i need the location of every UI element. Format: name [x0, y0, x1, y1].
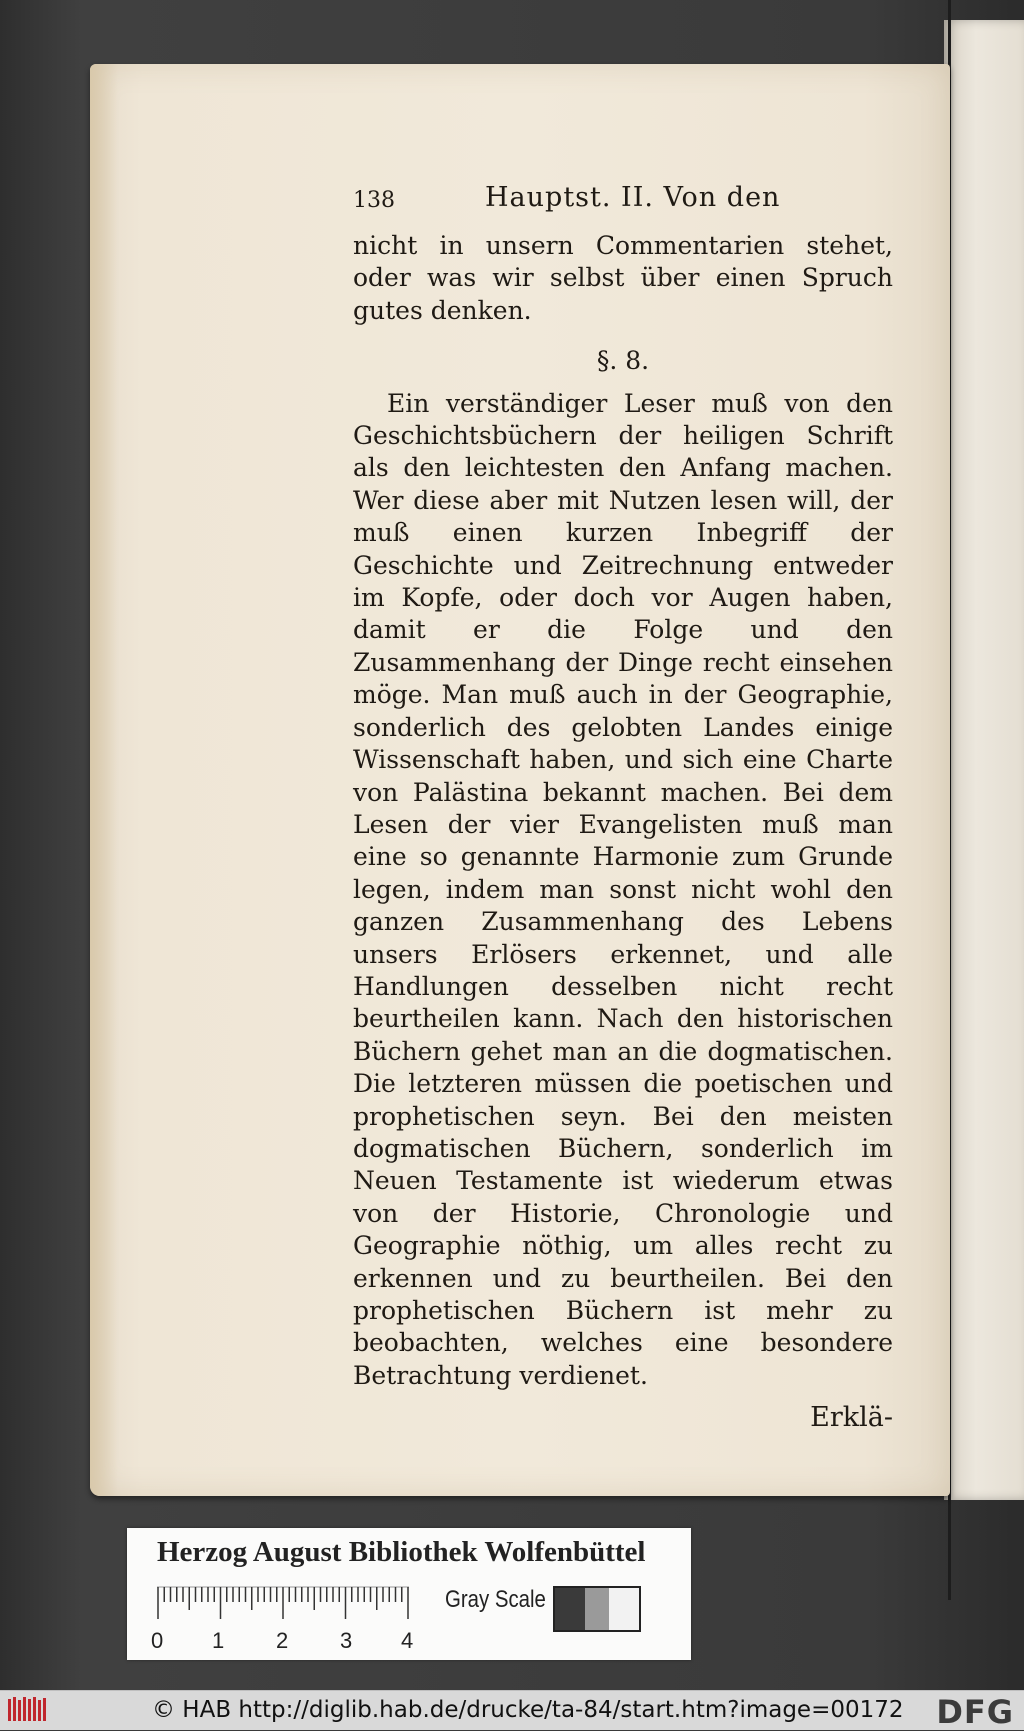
- page-number: 138: [353, 188, 395, 213]
- book-page: [90, 64, 950, 1496]
- section-paragraph: Ein verständiger Leser muß von den Geschichtsbüchern der heiligen Schrift als den leichtesten den Anfang machen. Wer diese aber mit Nutzen lesen will, der muß einen kurzen Inbegriff der Geschichte und Zeitrechnung entweder im Kopfe, oder doch vor Augen haben, damit er die Folge und den Zusammenhang der Dinge recht einsehen möge. Man muß auch in der Geographie, sonderlich des gelobten Landes einige Wissenschaft haben, und sich eine Charte von Palästina bekannt machen. Bei dem Lesen der vier Evangelisten muß man eine so genannte Harmonie zum Grunde legen, indem man sonst nicht wohl den ganzen Zusammenhang des Lebens unsers Erlösers erkennet, und alle Handlungen desselben nicht recht beurtheilen kann. Nach den historischen Büchern gehet man an die dogmatischen. Die letzteren müssen die poetischen und prophetischen seyn. Bei den meisten dogmatischen Büchern, sonderlich im Neuen Testamente ist wiederum etwas von der Historie, Chronologie und Geographie nöthig, um alles recht zu erkennen und zu beurtheilen. Bei den prophetischen Büchern ist mehr zu beobachten, welches eine besondere Betrachtung verdienet.: [353, 388, 893, 1390]
- copyright-url: © HAB http://diglib.hab.de/drucke/ta-84/start.htm?image=00172: [152, 1697, 904, 1723]
- section-heading: §. 8.: [596, 346, 650, 376]
- catchword: Erklä-: [810, 1402, 893, 1434]
- gray-scale-swatch: [553, 1586, 641, 1632]
- ruler-number: 3: [340, 1628, 353, 1653]
- continuation-paragraph: nicht in unsern Commentarien stehet, oder was wir selbst über einen Spruch gutes denken.: [353, 231, 893, 325]
- ruler-numbers: [151, 1628, 431, 1654]
- running-head: Hauptst. II. Von den: [485, 182, 781, 213]
- dfg-logo: DFG: [936, 1693, 1014, 1731]
- hab-logo-icon: [8, 1697, 46, 1723]
- ruler-number: 0: [151, 1628, 164, 1653]
- color-calibration-card: [127, 1528, 691, 1660]
- page-header: [353, 182, 893, 222]
- ruler-scale-icon: [157, 1586, 409, 1620]
- page-body: [353, 230, 893, 1435]
- facing-page-edge: [944, 20, 1024, 1500]
- gray-scale-label: Gray Scale: [445, 1586, 546, 1613]
- footer-bar: [0, 1690, 1024, 1730]
- ruler-number: 2: [276, 1628, 289, 1653]
- library-name: Herzog August Bibliothek Wolfenbüttel: [157, 1536, 646, 1568]
- ruler-number: 1: [212, 1628, 225, 1653]
- ruler-number: 4: [401, 1628, 414, 1653]
